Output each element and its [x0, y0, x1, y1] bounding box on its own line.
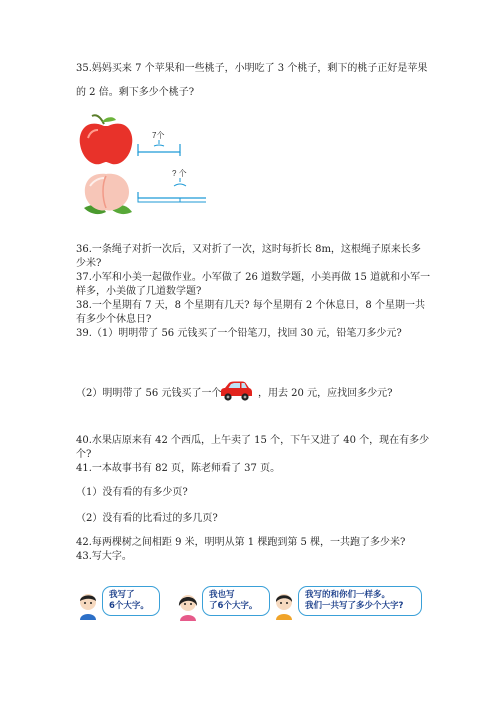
apple-icon [80, 115, 133, 164]
q40-line1: 40.水果店原来有 42 个西瓜，上午卖了 15 个，下午又进了 40 个，现在有多少 [76, 435, 430, 446]
q39-part2-text-before: （2）明明带了 56 元钱买了一个 [76, 388, 222, 399]
q40-line2: 个? [76, 449, 92, 460]
q39-line1: 39.（1）明明带了 56 元钱买了一个铅笔刀，找回 30 元，铅笔刀多少元? [76, 328, 402, 339]
bubble-3-line1: 我写的和你们一样多。 [305, 590, 391, 600]
q41-part1: （1）没有看的有多少页? [76, 487, 188, 498]
q35-line2: 的 2 倍。剩下多少个桃子? [76, 87, 195, 98]
bubble-2-line2: 了6个大字。 [209, 601, 258, 611]
peach-count-label: ? 个 [172, 169, 187, 178]
q38-line1: 38.一个星期有 7 天，8 个星期有几天? 每个星期有 2 个休息日，8 个星期一共 [76, 300, 425, 311]
speech-bubble-2 [202, 586, 270, 616]
bubble-1-line1: 我写了 [109, 590, 135, 600]
q39-part2-text-after: ，用去 20 元，应找回多少元? [258, 388, 393, 399]
bubble-1-line2: 6个大字。 [109, 601, 149, 611]
q36-line1: 36.一条绳子对折一次后，又对折了一次，这时每折长 8m，这根绳子原来长多 [76, 244, 421, 255]
apple-peach-diagram [76, 114, 206, 220]
q42-line1: 42.每两棵树之间相距 9 米，明明从第 1 棵跑到第 5 棵，一共跑了多少米? [76, 537, 406, 548]
q37-line1: 37.小军和小美一起做作业。小军做了 26 道数学题，小美再做 15 道就和小军一 [76, 272, 431, 283]
peach-icon [84, 174, 132, 214]
apple-count-label: 7个 [152, 131, 165, 140]
q41-part2: （2）没有看的比看过的多几页? [76, 513, 218, 524]
q38-line2: 有多少个休息日? [76, 314, 152, 325]
boy-icon [76, 592, 100, 622]
bubble-3-line2: 我们一共写了多少个大字? [305, 601, 404, 611]
car-icon [218, 380, 254, 404]
bubble-2-line1: 我也写 [209, 590, 235, 600]
q41-line1: 41.一本故事书有 82 页，陈老师看了 37 页。 [76, 463, 281, 474]
girl-icon [176, 592, 200, 622]
q36-line2: 少米? [76, 258, 102, 269]
q37-line2: 样多，小美做了几道数学题? [76, 286, 202, 297]
speech-bubble-3 [298, 586, 422, 616]
child-icon [272, 592, 296, 622]
q35-line1: 35.妈妈买来 7 个苹果和一些桃子，小明吃了 3 个桃子，剩下的桃子正好是苹果 [76, 63, 428, 74]
q43-line1: 43.写大字。 [76, 551, 132, 562]
speech-bubble-1 [102, 586, 160, 616]
